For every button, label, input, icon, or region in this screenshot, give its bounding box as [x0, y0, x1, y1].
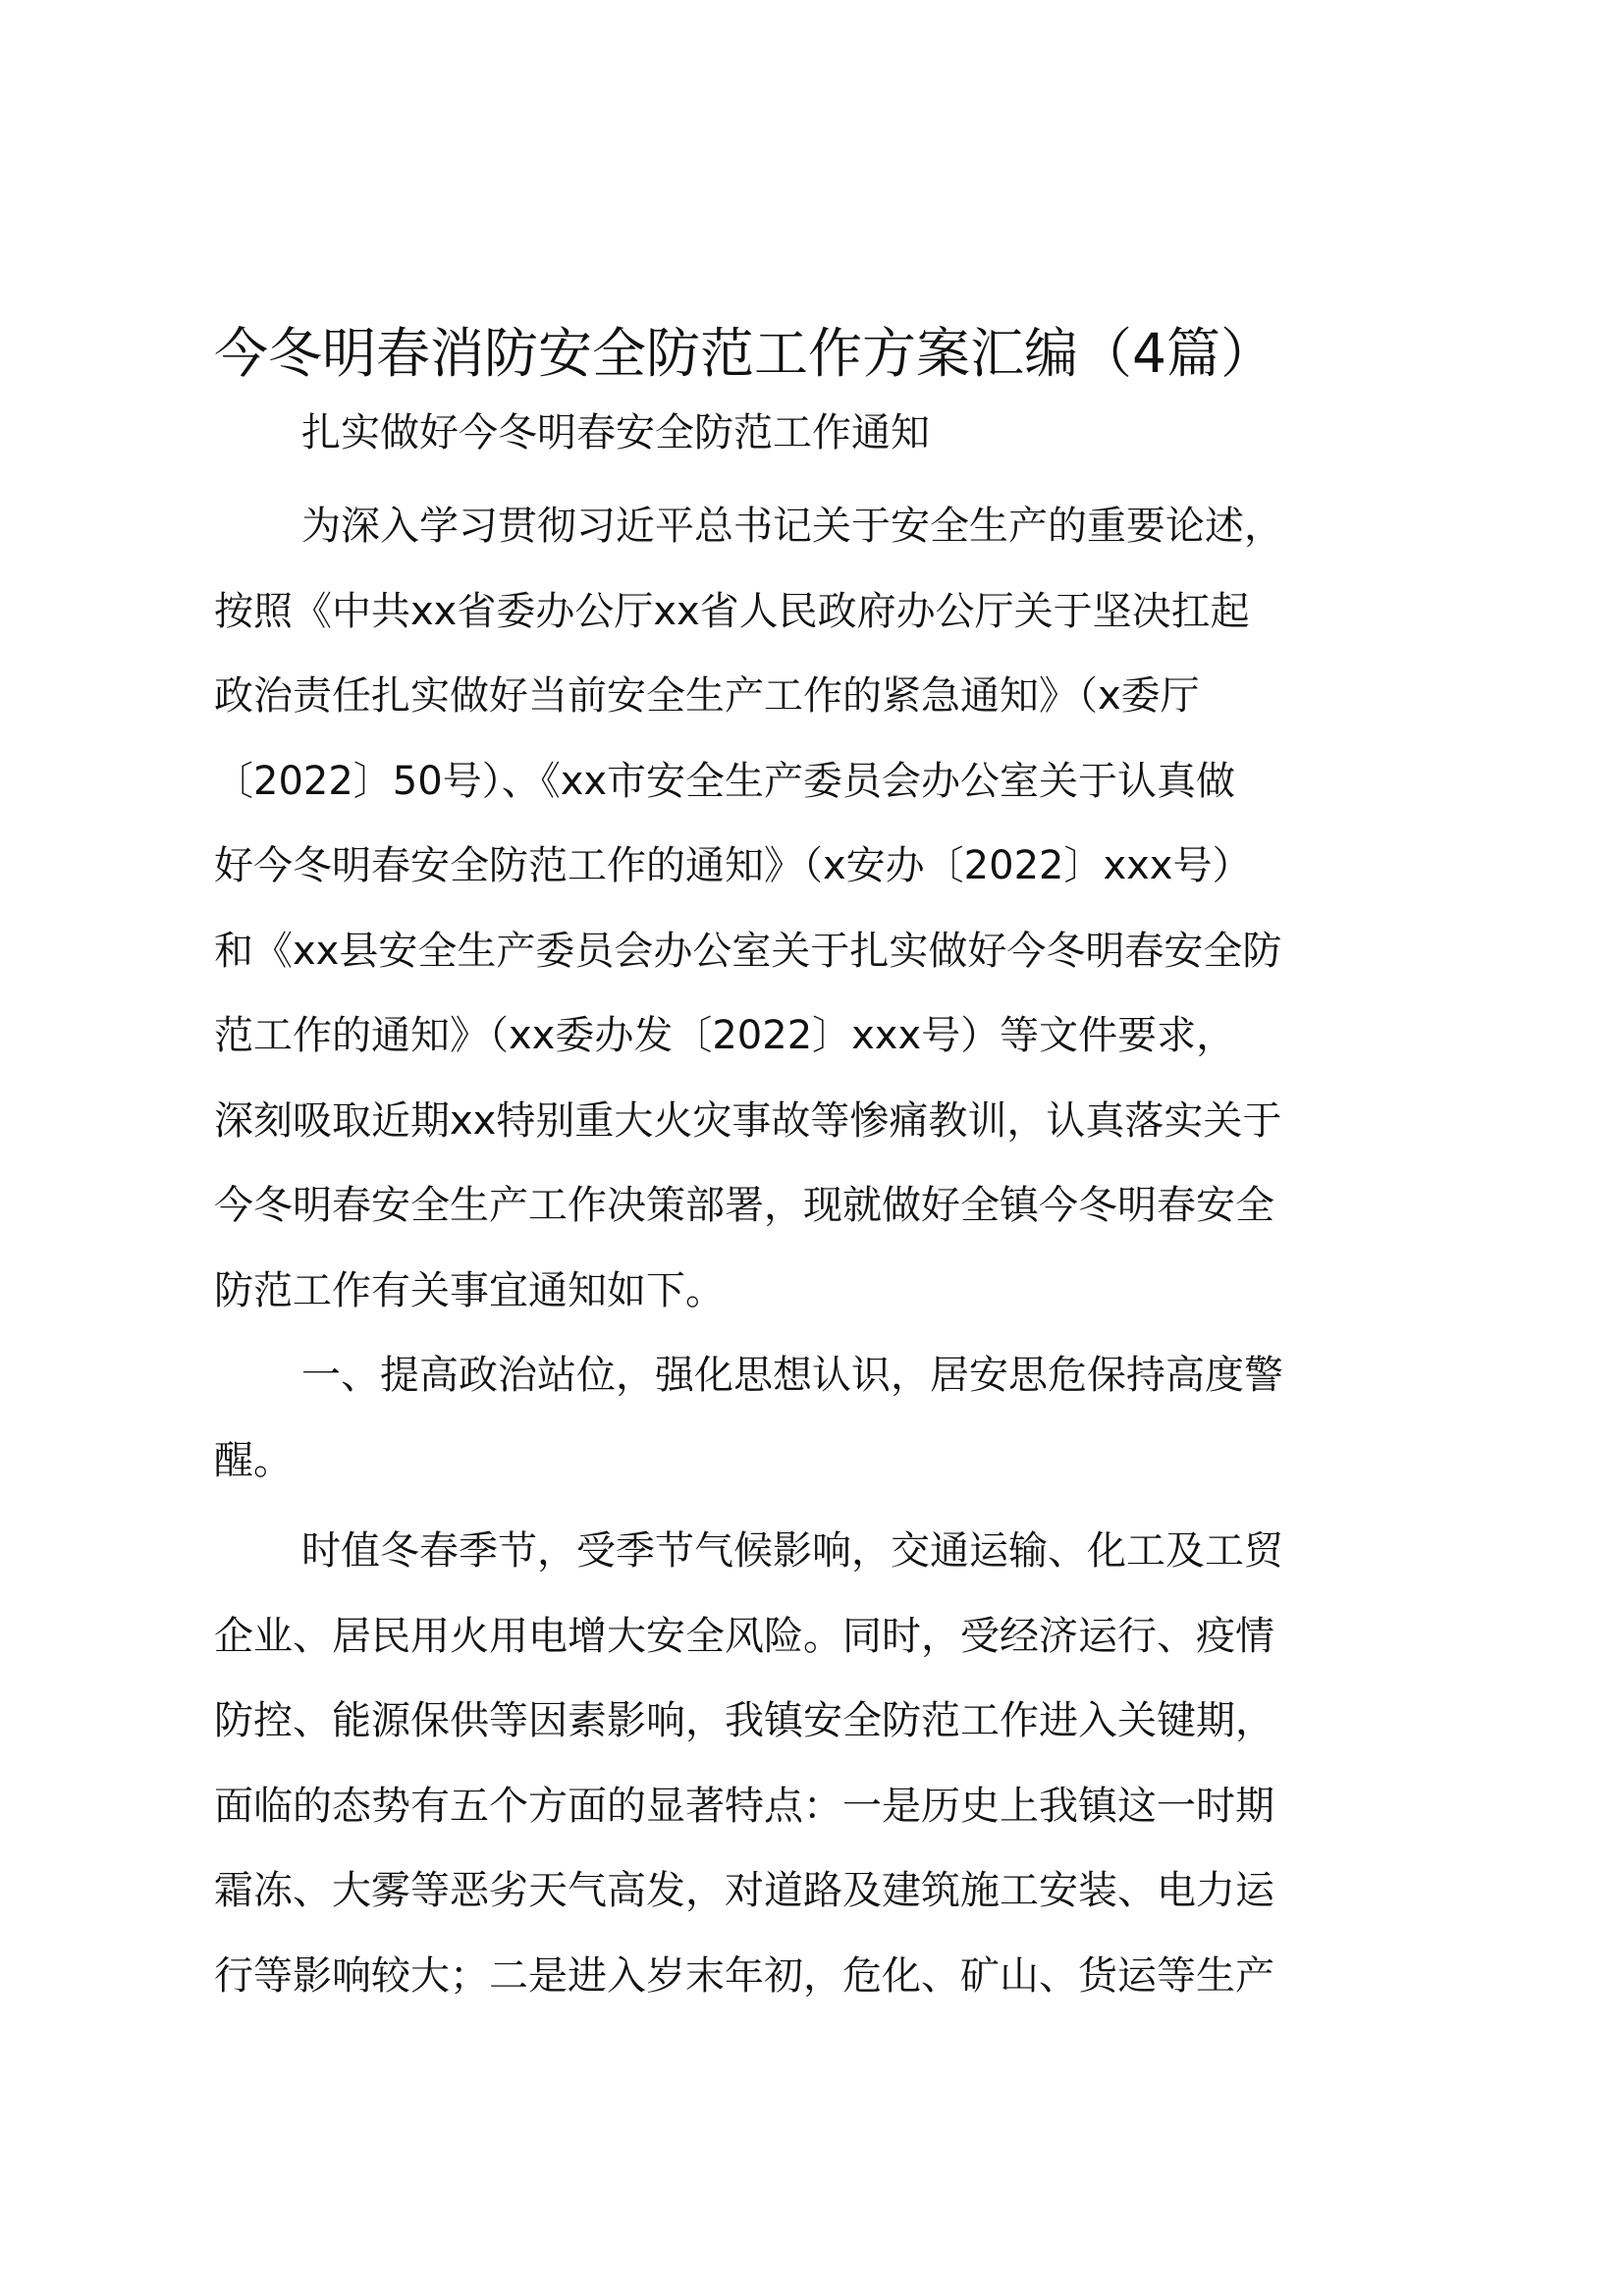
- document-title: 今冬明春消防安全防范工作方案汇编（4篇）: [214, 322, 1274, 385]
- paragraph-line: 面临的态势有五个方面的显著特点：一是历史上我镇这一时期: [214, 1783, 1274, 1829]
- section-heading: [214, 1333, 1436, 1503]
- paragraph-line: 好今冬明春安全防范工作的通知》（x安办〔2022〕xxx号）: [214, 843, 1252, 888]
- paragraph-line: 深刻吸取近期xx特别重大火灾事故等惨痛教训，认真落实关于: [214, 1097, 1282, 1144]
- paragraph-line: 为深入学习贯彻习近平总书记关于安全生产的重要论述，: [301, 504, 1283, 549]
- paragraph-line: 企业、居民用火用电增大安全风险。同时，受经济运行、疫情: [214, 1613, 1274, 1659]
- paragraph-line: 防范工作有关事宜通知如下。: [214, 1267, 725, 1313]
- paragraph-situation: [214, 1509, 1436, 2018]
- section-heading-line: 一、提高政治站位，强化思想认识，居安思危保持高度警: [301, 1353, 1283, 1398]
- paragraph-line: 今冬明春安全生产工作决策部署，现就做好全镇今冬明春安全: [214, 1183, 1274, 1228]
- paragraph-line: 霜冻、大雾等恶劣天气高发，对道路及建筑施工安装、电力运: [214, 1868, 1274, 1913]
- paragraph-line: 〔2022〕50号）、《xx市安全生产委员会办公室关于认真做: [214, 758, 1236, 804]
- paragraph-line: 范工作的通知》（xx委办发〔2022〕xxx号）等文件要求，: [214, 1013, 1236, 1058]
- paragraph-line: 和《xx县安全生产委员会办公室关于扎实做好今冬明春安全防: [214, 928, 1282, 974]
- section-heading-line: 醒。: [214, 1437, 293, 1483]
- paragraph-line: 行等影响较大；二是进入岁末年初，危化、矿山、货运等生产: [214, 1952, 1274, 1999]
- paragraph-line: 防控、能源保供等因素影响，我镇安全防范工作进入关键期，: [214, 1698, 1274, 1743]
- document-subtitle: 扎实做好今冬明春安全防范工作通知: [301, 410, 930, 455]
- paragraph-line: 时值冬春季节，受季节气候影响，交通运输、化工及工贸: [301, 1528, 1283, 1574]
- paragraph-intro: [214, 484, 1436, 1333]
- paragraph-line: 政治责任扎实做好当前安全生产工作的紧急通知》（x委厅: [214, 673, 1200, 719]
- paragraph-line: 按照《中共xx省委办公厅xx省人民政府办公厅关于坚决扛起: [214, 588, 1250, 634]
